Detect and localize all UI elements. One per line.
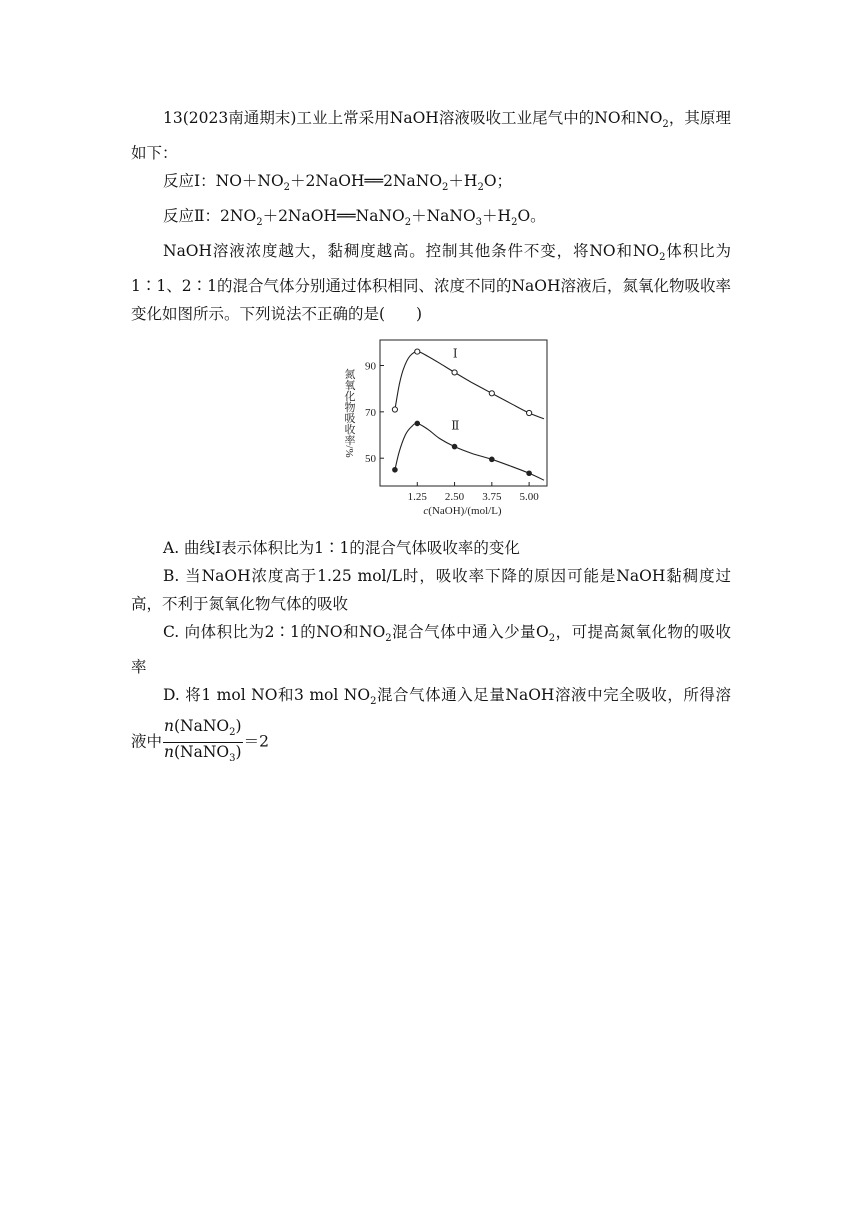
data-point (393, 468, 398, 473)
absorption-chart (131, 334, 731, 530)
reaction-label: 反应Ⅰ： (163, 172, 216, 191)
eq-term: O； (483, 172, 513, 191)
data-point (490, 457, 495, 462)
x-tick-label: 3.75 (482, 491, 502, 504)
data-point (392, 407, 397, 412)
eq-sub: 3 (475, 217, 483, 229)
x-axis-label-unit: (NaOH)/(mol/L) (428, 505, 502, 518)
option-b-text: B. 当NaOH浓度高于1.25 mol/L时，吸收率下降的原因可能是NaOH黏稠度过高，不利于氮氧化物气体的吸收 (131, 567, 731, 614)
eq-term: NaNO (355, 207, 405, 226)
desc-text: NaOH溶液浓度越大，黏稠度越高。控制其他条件不变，将NO和NO (163, 242, 660, 261)
data-point (415, 349, 420, 354)
option-a-text: A. 曲线Ⅰ表示体积比为1∶1的混合气体吸收率的变化 (163, 539, 520, 558)
ratio-rhs: ＝2 (243, 732, 269, 751)
option-d-sub: 2 (370, 696, 377, 708)
x-tick-label: 5.00 (519, 491, 539, 504)
eq-term: ＋2NaOH (262, 207, 337, 226)
desc-text-2: 体积比为1∶1、2∶1的混合气体分别通过体积相同、浓度不同的NaOH溶液后，氮氧化物吸收率变化如图所示。下列说法不正确的是( ) (131, 242, 731, 324)
option-c-text-2: 混合气体中通入少量O (391, 623, 549, 642)
eq-term: 2NO (220, 207, 257, 226)
eq-term: O。 (517, 207, 546, 226)
desc-sub: 2 (659, 252, 666, 264)
option-a[interactable] (131, 534, 731, 562)
question-stem (131, 104, 731, 167)
eq-sub: 2 (442, 182, 449, 194)
option-d[interactable] (131, 681, 731, 767)
data-point (527, 411, 532, 416)
plot-layer (343, 340, 547, 517)
series-line-2 (395, 424, 544, 481)
eq-term: ＋NaNO (411, 207, 476, 226)
y-tick-label: 70 (365, 407, 376, 420)
plot-frame (380, 340, 547, 486)
x-axis-label (423, 505, 502, 517)
num-var: n (164, 716, 174, 735)
y-tick-label: 50 (365, 453, 376, 466)
data-point (452, 445, 457, 450)
eq-sign: ══ (336, 207, 356, 226)
den-text: (NaNO (174, 742, 230, 761)
x-tick-label: 1.25 (407, 491, 427, 504)
option-c-text-3: ，可提高氮氧化物的吸收率 (131, 623, 731, 677)
data-point (452, 370, 457, 375)
y-tick-label: 90 (365, 360, 376, 373)
reaction-label: 反应Ⅱ： (163, 207, 221, 226)
option-b[interactable] (131, 562, 731, 618)
y-axis-label: 氮氧化物吸收率/% (343, 368, 355, 458)
fraction-denominator (163, 743, 243, 768)
data-point (415, 422, 420, 427)
option-c-text: C. 向体积比为2∶1的NO和NO (163, 623, 386, 642)
eq-sub: 2 (477, 182, 484, 194)
eq-sub: 2 (283, 182, 291, 194)
x-axis-label-var: c (423, 505, 429, 518)
eq-sub: 2 (256, 217, 263, 229)
stem-punct: ， (668, 109, 685, 127)
reaction-1 (131, 167, 731, 202)
eq-term: ＋H (482, 207, 512, 226)
eq-sign: ══ (364, 172, 384, 191)
eq-term: ＋2NaOH (290, 172, 365, 191)
series-line-1 (395, 352, 544, 419)
option-d-text: D. 将1 mol NO和3 mol NO (163, 686, 371, 705)
stem-text: 13(2023南通期末)工业上常采用NaOH溶液吸收工业尾气中的NO和NO (163, 109, 663, 127)
eq-sub: 2 (511, 217, 518, 229)
ratio-fraction (163, 717, 243, 768)
data-point (527, 471, 532, 476)
stem-subscript: 2 (662, 119, 669, 131)
eq-term: ＋H (448, 172, 478, 191)
den-sub: 3 (229, 752, 236, 764)
question-description (131, 237, 731, 328)
den-close: ) (235, 742, 242, 761)
fraction-numerator (163, 717, 243, 743)
num-close: ) (235, 716, 242, 735)
series-label-2: Ⅱ (451, 418, 460, 433)
option-c-sub: 2 (385, 633, 392, 645)
den-var: n (164, 742, 174, 761)
series-label-1: Ⅰ (452, 346, 458, 361)
chart-svg (131, 334, 731, 530)
option-d-text-2: 混合气体通入足量NaOH溶液中完全吸收，所得溶液中 (131, 686, 731, 751)
stem-text-2: 其原理如下： (131, 109, 731, 163)
num-text: (NaNO (174, 716, 230, 735)
option-c[interactable] (131, 618, 731, 681)
eq-sub: 2 (404, 217, 412, 229)
num-sub: 2 (229, 726, 236, 738)
reaction-2 (131, 202, 731, 237)
option-c-sub-2: 2 (548, 633, 556, 645)
data-point (489, 391, 494, 396)
eq-term: NO＋NO (215, 172, 284, 191)
question-block (131, 104, 731, 768)
eq-term: 2NaNO (383, 172, 443, 191)
x-tick-label: 2.50 (444, 491, 465, 504)
